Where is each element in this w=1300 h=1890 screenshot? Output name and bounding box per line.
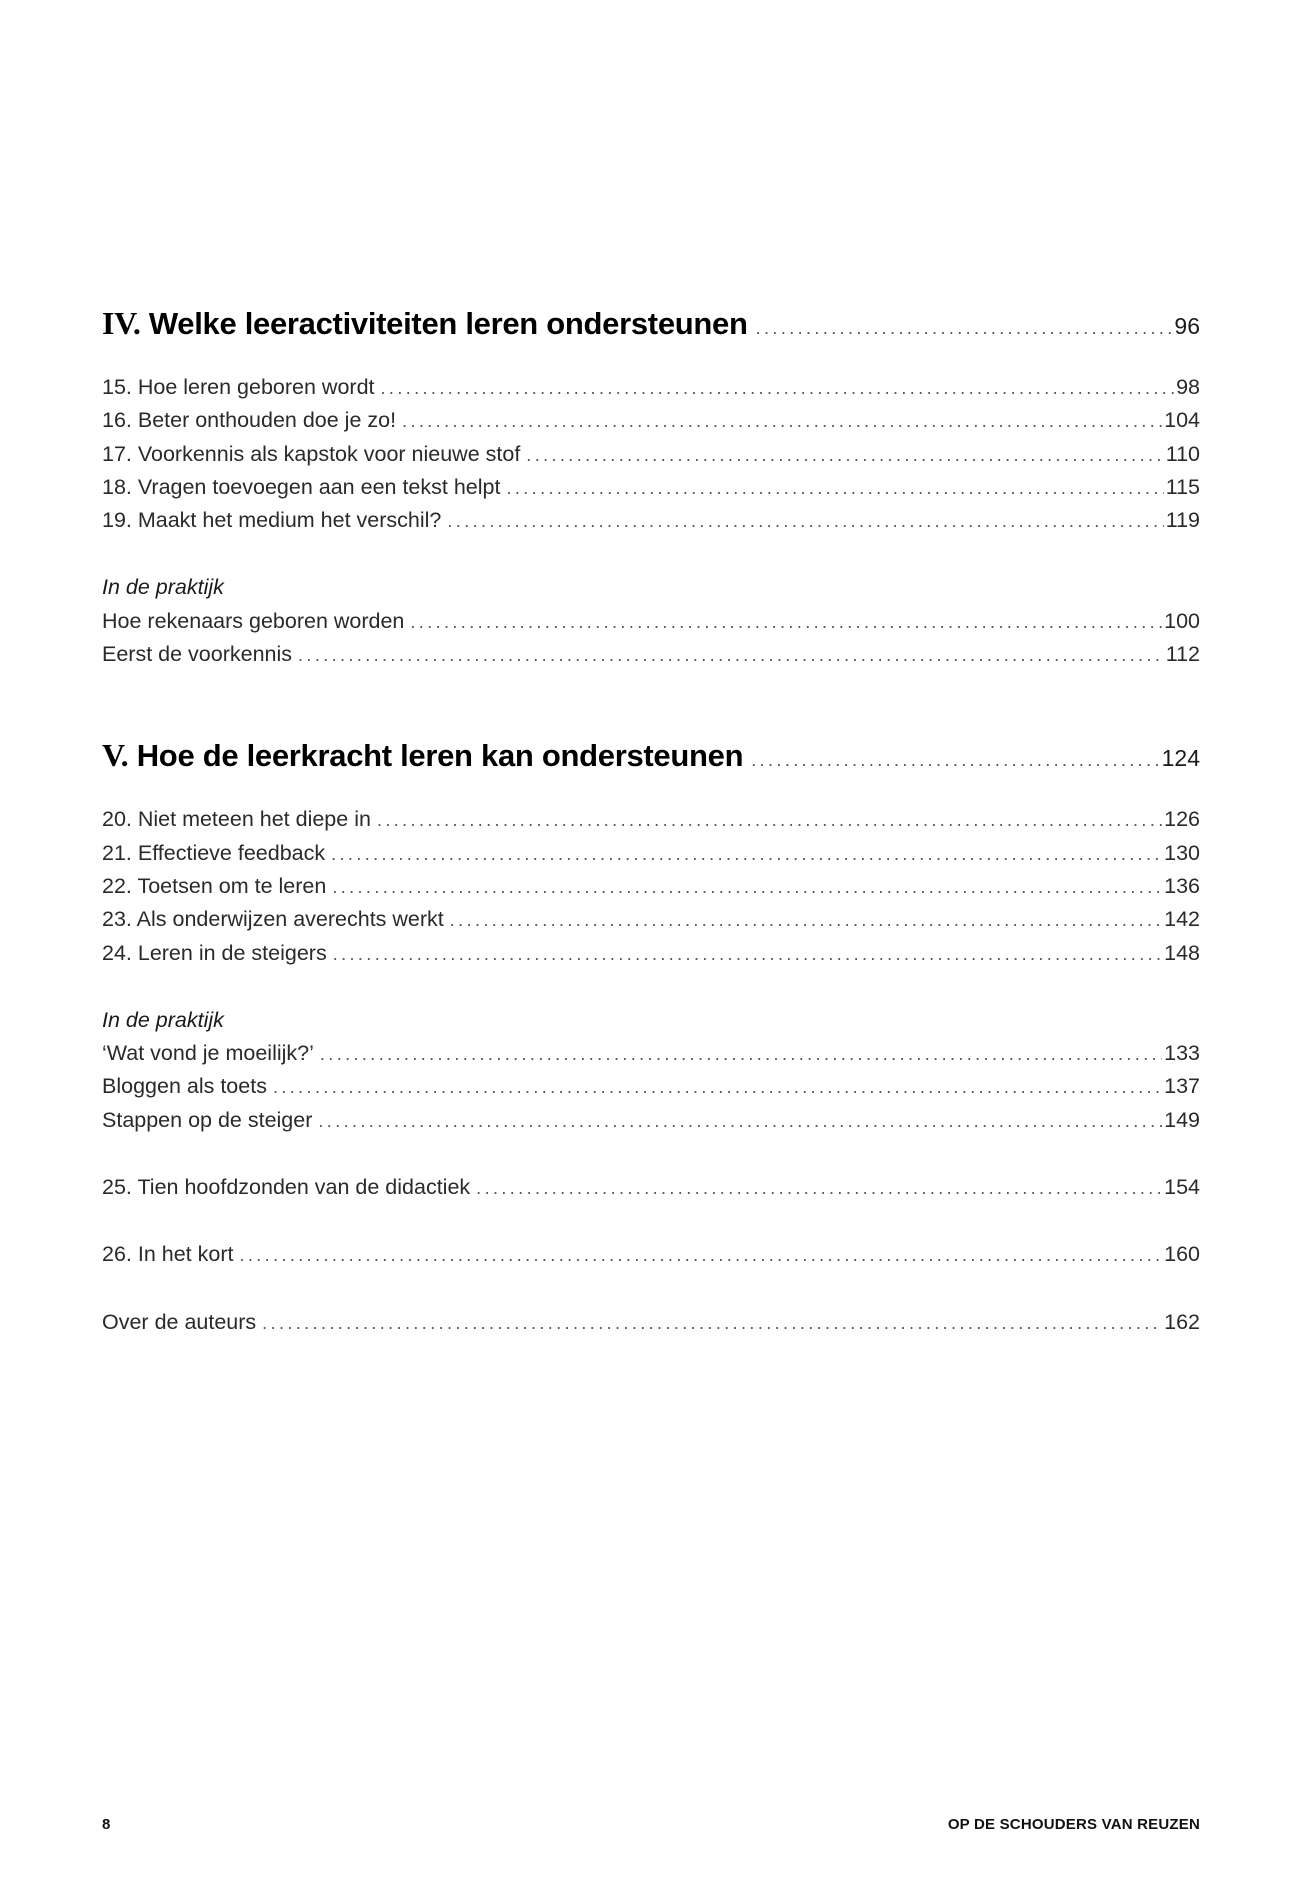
toc-entry[interactable] — [102, 907, 1200, 940]
dot-leader — [239, 1245, 1162, 1266]
toc-entry[interactable] — [102, 941, 1200, 974]
section-heading-v[interactable] — [102, 737, 1200, 781]
entry-label: 26. In het kort — [102, 1242, 234, 1267]
entry-label: 24. Leren in de steigers — [102, 940, 327, 965]
toc-entry[interactable] — [102, 1074, 1200, 1107]
dot-leader — [526, 445, 1163, 466]
toc-entry[interactable] — [102, 609, 1200, 642]
page-number: 148 — [1164, 940, 1200, 965]
toc-entry[interactable] — [102, 475, 1200, 508]
dot-leader — [333, 944, 1162, 965]
page-number: 126 — [1164, 807, 1200, 832]
footer-book-title: OP DE SCHOUDERS VAN REUZEN — [947, 1816, 1200, 1833]
entry-label: Bloggen als toets — [102, 1074, 267, 1099]
section-title — [102, 737, 751, 774]
dot-leader — [298, 645, 1164, 666]
entry-label: 15. Hoe leren geboren wordt — [102, 375, 375, 399]
page-number: 110 — [1165, 441, 1200, 466]
page-number: 154 — [1164, 1175, 1200, 1200]
entry-label: 21. Effectieve feedback — [102, 840, 326, 865]
page-number: 98 — [1176, 375, 1200, 399]
dot-leader — [332, 877, 1162, 898]
entry-label: ‘Wat vond je moeilijk?’ — [102, 1041, 314, 1066]
page-number: 142 — [1164, 907, 1200, 932]
entry-label: 23. Als onderwijzen averechts werkt — [102, 907, 444, 932]
section-heading-iv[interactable] — [102, 305, 1200, 349]
entry-label: 18. Vragen toevoegen aan een tekst helpt — [102, 474, 501, 499]
page-number: 130 — [1164, 840, 1200, 865]
page-number: 124 — [1161, 745, 1200, 772]
entry-label: Over de auteurs — [102, 1309, 257, 1334]
entry-label: 19. Maakt het medium het verschil? — [102, 508, 442, 533]
dot-leader — [381, 378, 1175, 399]
entry-label: Hoe rekenaars geboren worden — [102, 608, 405, 633]
page-footer — [102, 1816, 1200, 1833]
toc-entry[interactable] — [102, 642, 1200, 675]
dot-leader — [273, 1077, 1162, 1098]
toc-entry[interactable] — [102, 1041, 1200, 1074]
page-number: 136 — [1164, 873, 1200, 898]
page-number: 133 — [1164, 1041, 1200, 1066]
toc-entry[interactable] — [102, 1310, 1200, 1343]
toc-entry[interactable] — [102, 807, 1200, 840]
dot-leader — [320, 1044, 1162, 1065]
dot-leader — [506, 478, 1163, 499]
page-number: 149 — [1164, 1107, 1200, 1132]
section-title — [102, 305, 756, 342]
footer-page-number: 8 — [102, 1816, 111, 1833]
toc-entry[interactable] — [102, 1242, 1200, 1275]
dot-leader — [476, 1178, 1162, 1199]
section-title-text: Welke leeractiviteiten leren ondersteunen — [148, 306, 748, 341]
practice-heading: In de praktijk — [102, 1007, 224, 1032]
page-number: 119 — [1165, 508, 1200, 533]
dot-leader — [377, 810, 1162, 831]
toc-entry[interactable] — [102, 841, 1200, 874]
toc-entry[interactable] — [102, 874, 1200, 907]
page-number: 112 — [1165, 642, 1200, 667]
entry-label: Stappen op de steiger — [102, 1107, 313, 1132]
entry-label: Eerst de voorkennis — [102, 642, 293, 667]
entry-label: 22. Toetsen om te leren — [102, 873, 327, 898]
entry-label: 25. Tien hoofdzonden van de didactiek — [102, 1175, 471, 1200]
dot-leader — [751, 750, 1159, 771]
table-of-contents — [102, 305, 1200, 1343]
page-number: 137 — [1164, 1074, 1200, 1099]
page-number: 162 — [1164, 1309, 1200, 1334]
section-title-text: Hoe de leerkracht leren kan ondersteunen — [136, 738, 744, 774]
page-number: 160 — [1164, 1242, 1200, 1267]
entry-label: 20. Niet meteen het diepe in — [102, 807, 371, 832]
dot-leader — [756, 318, 1173, 339]
toc-entry[interactable] — [102, 375, 1200, 408]
page-number: 115 — [1165, 474, 1200, 499]
section-numeral: V. — [102, 737, 129, 774]
page-number: 100 — [1164, 608, 1200, 633]
dot-leader — [331, 844, 1162, 865]
toc-entry[interactable] — [102, 442, 1200, 475]
practice-heading: In de praktijk — [102, 575, 224, 600]
page-number: 96 — [1174, 313, 1200, 339]
toc-entry[interactable] — [102, 1108, 1200, 1141]
page-number: 104 — [1164, 408, 1200, 433]
dot-leader — [318, 1111, 1162, 1132]
dot-leader — [447, 511, 1163, 532]
entry-label: 16. Beter onthouden doe je zo! — [102, 408, 397, 433]
dot-leader — [262, 1313, 1162, 1334]
section-numeral: IV. — [102, 305, 141, 341]
dot-leader — [402, 411, 1162, 432]
toc-entry[interactable] — [102, 508, 1200, 541]
toc-entry[interactable] — [102, 408, 1200, 441]
toc-entry[interactable] — [102, 1175, 1200, 1208]
dot-leader — [450, 910, 1162, 931]
dot-leader — [410, 612, 1162, 633]
entry-label: 17. Voorkennis als kapstok voor nieuwe stof — [102, 441, 521, 466]
